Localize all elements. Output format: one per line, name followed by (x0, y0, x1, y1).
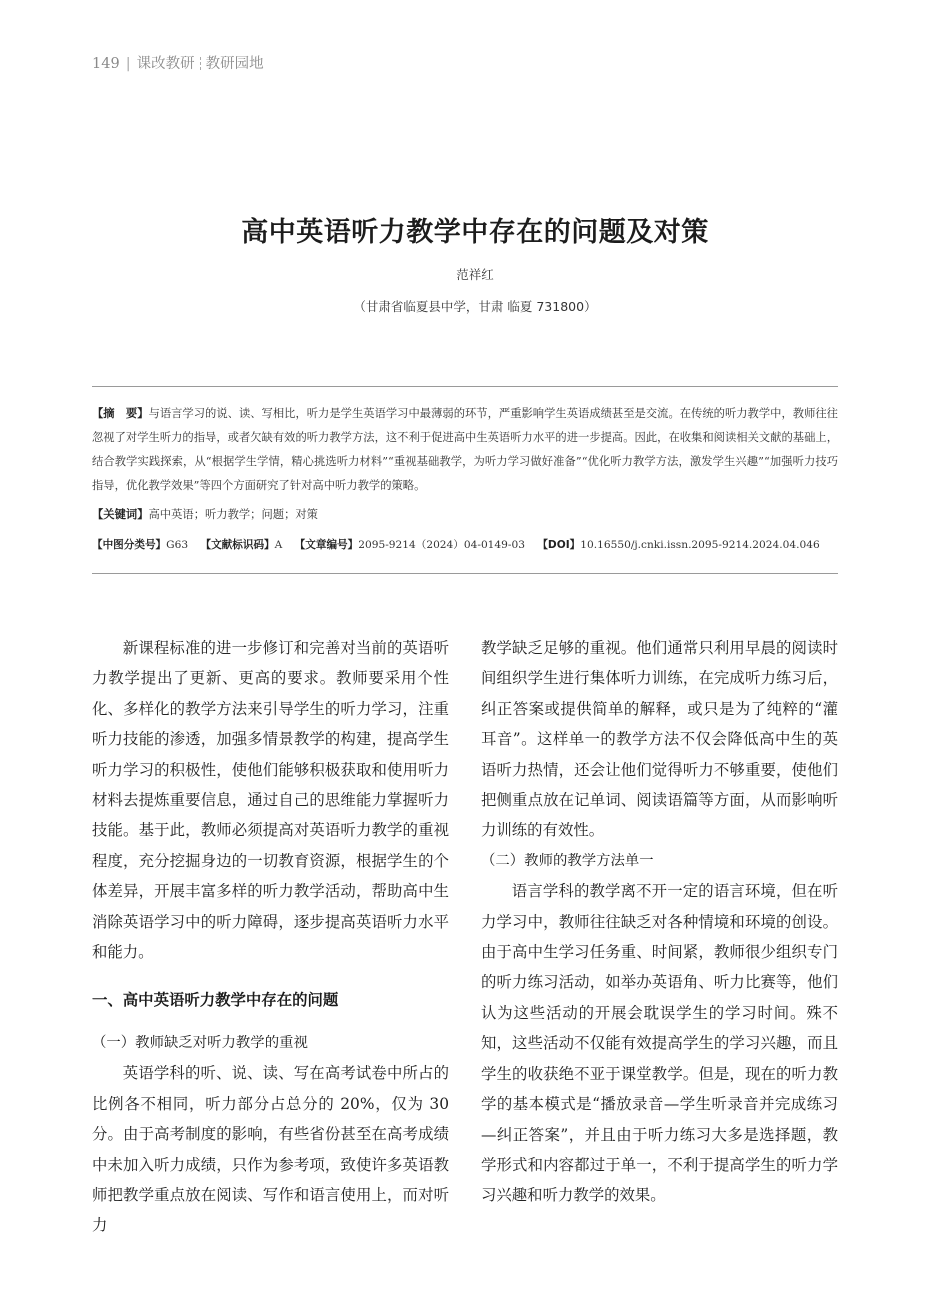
subsection-1-paragraph-part-b: 教学缺乏足够的重视。他们通常只利用早晨的阅读时间组织学生进行集体听力训练，在完成听力练习后，纠正答案或提供简单的解释，或只是为了纯粹的“灌耳音”。这样单一的教学方法不仅会降低高中生的英语听力热情，还会让他们觉得听力不够重要，使他们把侧重点放在记单词、阅读语篇等方面，从而影响听力训练的有效性。 (481, 639, 838, 840)
header-section: 课改教研 (136, 56, 195, 72)
subsection-2-paragraph: 语言学科的教学离不开一定的语言环境，但在听力学习中，教师往往缺乏对各种情境和环境的创设。由于高中生学习任务重、时间紧，教师很少组织专门的听力练习活动，如举办英语角、听力比赛等，他们认为这些活动的开展会耽误学生的学习时间。殊不知，这些活动不仅能有效提高学生的学习兴趣，而且学生的收获绝不亚于课堂教学。但是，现在的听力教学的基本模式是“播放录音—学生听录音并完成练习—纠正答案”，并且由于听力练习大多是选择题，教学形式和内容都过于单一，不利于提高学生的听力学习兴趣和听力教学的效果。 (481, 882, 838, 1205)
article-author: 范祥红 (456, 267, 494, 282)
doi-label: 【DOI】 (537, 539, 581, 551)
keywords-text: 高中英语；听力教学；问题；对策 (148, 508, 318, 521)
running-header (92, 52, 264, 73)
article-number-label: 【文章编号】 (294, 539, 359, 551)
header-separator: | (125, 56, 131, 72)
abstract (92, 402, 838, 498)
subsection-heading-1: （一）教师缺乏对听力教学的重视 (92, 1034, 308, 1051)
keywords-label: 【关键词】 (92, 508, 149, 521)
article-meta (92, 537, 852, 552)
right-column (481, 633, 838, 1211)
abstract-text: 与语言学习的说、读、写相比，听力是学生英语学习中最薄弱的环节，严重影响学生英语成绩甚至是交流。在传统的听力教学中，教师往往忽视了对学生听力的指导，或者欠缺有效的听力教学方法，这不利于促进高中生英语听力水平的进一步提高。因此，在收集和阅读相关文献的基础上，结合教学实践探索，从“根据学生学情，精心挑选听力材料”“重视基础教学，为听力学习做好准备”“优化听力教学方法，激发学生兴趣”“加强听力技巧指导，优化教学效果”等四个方面研究了针对高中听力教学的策略。 (92, 407, 838, 492)
bottom-divider (92, 573, 838, 574)
subsection-heading-2: （二）教师的教学方法单一 (481, 852, 654, 869)
clc-label: 【中图分类号】 (92, 539, 167, 551)
article-title: 高中英语听力教学中存在的问题及对策 (241, 217, 709, 248)
keywords (92, 506, 838, 522)
intro-paragraph: 新课程标准的进一步修订和完善对当前的英语听力教学提出了更新、更高的要求。教师要采用个性化、多样化的教学方法来引导学生的听力学习，注重听力技能的渗透，加强多情景教学的构建，提高学生听力学习的积极性，使他们能够积极获取和使用听力材料去提炼重要信息，通过自己的思维能力掌握听力技能。基于此，教师必须提高对英语听力教学的重视程度，充分挖掘身边的一切教育资源，根据学生的个体差异，开展丰富多样的听力教学活动，帮助高中生消除英语学习中的听力障碍，逐步提高英语听力水平和能力。 (92, 639, 449, 962)
section-heading-1: 一、高中英语听力教学中存在的问题 (92, 991, 339, 1010)
author-affiliation: （甘肃省临夏县中学，甘肃 临夏 731800） (353, 299, 597, 314)
doi-value: 10.16550/j.cnki.issn.2095-9214.2024.04.046 (580, 539, 820, 551)
clc-value: G63 (166, 539, 189, 551)
header-subsection: 教研园地 (205, 56, 264, 72)
top-divider (92, 386, 838, 387)
header-dashed-separator (200, 57, 201, 70)
page-number: 149 (92, 56, 120, 72)
abstract-label: 【摘 要】 (92, 407, 149, 420)
doc-code-value: A (274, 539, 283, 551)
subsection-1-paragraph-part-a: 英语学科的听、说、读、写在高考试卷中所占的比例各不相同，听力部分占总分的 20%，仅为 30 分。由于高考制度的影响，有些省份甚至在高考成绩中未加入听力成绩，只作为参考项，致使许多英语教师把教学重点放在阅读、写作和语言使用上，而对听力 (92, 1064, 449, 1235)
left-column (92, 633, 449, 1241)
doc-code-label: 【文献标识码】 (200, 539, 275, 551)
article-number-value: 2095-9214（2024）04-0149-03 (358, 539, 525, 551)
